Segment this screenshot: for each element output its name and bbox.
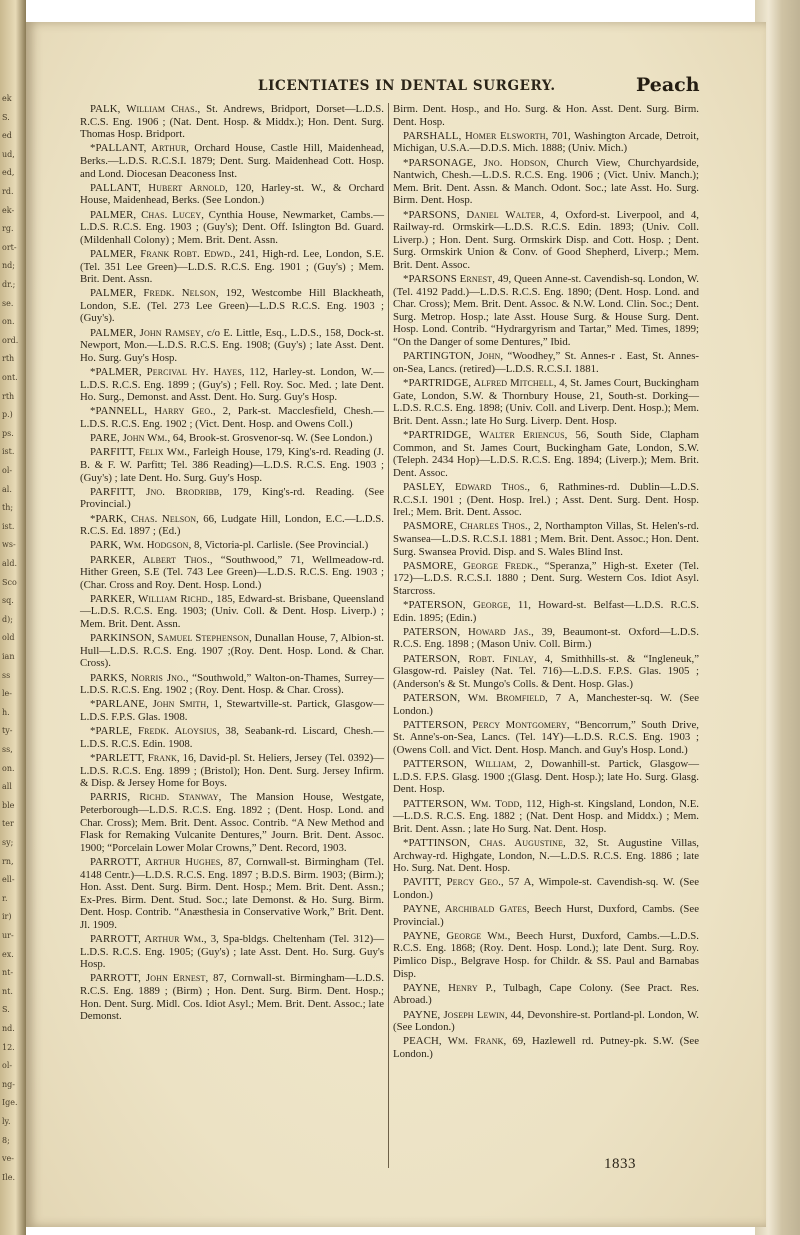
directory-entry [393, 429, 699, 479]
directory-entry [80, 725, 384, 750]
left-page-fragment: nt. [2, 986, 13, 996]
left-page-fragment: nt- [2, 968, 14, 978]
left-page-fragment: ian [2, 652, 15, 661]
entry-details: , 49, Queen Anne-st. Cavendish-sq. London, W. (Tel. 4192 Padd.)—L.D.S. R.C.S. Eng. 1890; (Dent. Hosp. Lond. and Char. Cross); Mem. Brit. Dent. Assoc. & N.W. Lond. Clin. Soc.; Dent. Surg. Metrop. Hosp.; late Asst. House Surg. & House Surg. Dent. Hosp. Lond. Contrib. “Hydrargyrism and Tartar,” Med. Times, 1899; “On the Danger of some Dentures,” Ibid. [393, 273, 699, 349]
left-page-fragment: sq. [2, 596, 14, 606]
directory-entry [80, 933, 384, 971]
entry-name: PARK, Wm. Hodgson [90, 539, 189, 552]
entry-details: , Orchard House, Castle Hill, Maidenhead, Berks.—L.D.S. R.C.S.I. 1879; Dent. Surg. Maidenhead Cott. Hosp. and Lond. Diocesan Deaconess Inst. [80, 142, 384, 180]
entry-details: , 11, Howard-st. Belfast—L.D.S. R.C.S. Edin. 1895; (Edin.) [393, 599, 699, 624]
entry-details: , Beech Hurst, Duxford, Cambs.—L.D.S. R.C.S. Eng. 1868; (Roy. Dent. Hosp. Lond.); late Dent. Surg. Roy. Pimlico Disp., Belgrave Hosp. for Childr. & SS. Paul and Barnabas Disp. [393, 929, 699, 980]
directory-entry [80, 432, 384, 445]
entry-name: *PARSONAGE, Jno. Hodson [403, 156, 547, 169]
left-page-fragment: le- [2, 689, 12, 699]
entry-details: , Tulbagh, Cape Colony. (See Pract. Res. Abroad.) [393, 981, 699, 1007]
left-page-fragment: rth [2, 354, 15, 364]
directory-entry [393, 1035, 699, 1060]
entry-name: PATERSON, Howard Jas. [403, 625, 532, 638]
entry-name: PALMER, Fredk. Nelson [90, 287, 216, 300]
left-page-fragment: ir) [2, 912, 12, 922]
entry-details: , 4, Oxford-st. Liverpool, and 4, Railway-rd. Ormskirk—L.D.S. R.C.S. Edin. 1893; (Univ. Coll. Liverp.) ; Hon. Dent. Surg. Ormskirk Disp. and Cott. Hosp. ; Dent. Surg. Ormskirk Union & Conv. of Good Shepherd, Liverp.; Mem. Brit. Dent. Assoc. [393, 208, 699, 271]
entry-name: PARKINSON, Samuel Stephenson [90, 632, 250, 645]
directory-entry [80, 752, 384, 790]
directory-entry [393, 209, 699, 272]
left-page-fragment: ly. [2, 1117, 11, 1126]
entry-name: PATERSON, Robt. Finlay [403, 652, 534, 665]
entry-name: PARKER, Albert Thos. [90, 553, 210, 566]
entry-details: , Dunallan House, 7, Albion-st. Hull—L.D.S. R.C.S. Eng. 1907 ;(Roy. Dent. Hosp. Lond. & Char. Cross). [80, 632, 384, 670]
entry-details: , 16, David-pl. St. Heliers, Jersey (Tel. 0392)—L.D.S. R.C.S. Eng. 1899 ; (Bristol); Hon. Dent. Surg. Jersey Infirm. & Disp. & Jersey Home for Boys. [80, 751, 385, 790]
right-column [393, 103, 699, 1062]
entry-details: , Farleigh House, 179, King's-rd. Reading (J. B. & F. W. Parfitt; Tel. 386 Reading)—L.D.S. R.C.S. Eng. 1903 ; (Guy's) ; late Dent. Ho. Surg. Guy's Hosp. [80, 446, 384, 484]
entry-details: , 2, Dowanhill-st. Partick, Glasgow—L.D.S. F.P.S. Glasg. 1900 ;(Glasg. Dent. Hosp.); late Ho. Surg. Glasg. Dent. Hosp. [393, 758, 699, 796]
directory-entry [393, 103, 699, 128]
left-page-fragment: all [2, 782, 12, 792]
directory-entry [80, 593, 384, 631]
entry-name: PARFITT, Jno. Brodribb [90, 485, 220, 498]
entry-details: , 192, Westcombe Hill Blackheath, London, S.E. (Tel. 273 Lee Green)—L.D.S R.C.S. Eng. 1903 ; (Guy's). [80, 287, 384, 325]
entry-details: Birm. Dent. Hosp., and Ho. Surg. & Hon. Asst. Dent. Surg. Birm. Dent. Hosp. [393, 103, 699, 128]
directory-entry [80, 554, 384, 592]
entry-name: PARE, John Wm. [90, 432, 168, 445]
left-page-fragment: ed, [2, 168, 15, 178]
directory-entry [393, 837, 699, 875]
directory-entry [80, 972, 384, 1022]
left-page-fragment: ur- [2, 931, 14, 940]
left-page-fragment: on. [2, 763, 15, 773]
left-page-fragment: ek [2, 94, 12, 103]
entry-name: PALMER, Frank Robt. Edwd. [90, 247, 233, 260]
left-page-fragment: ont. [2, 373, 18, 382]
directory-entry [80, 856, 384, 932]
left-page-fragment: ter [2, 819, 14, 829]
entry-details: , 4, St. James Court, Buckingham Gate, London, S.W. & Thornbury House, 21, South-st. Dorking—L.D.S. R.C.S. Eng. 1898; (Univ. Coll. and Liverp. Dent. Hosp.); Mem. Brit. Dent. Assn.; late Ho Surg. Liverp. Dent. Hosp. [393, 377, 699, 427]
entry-name: PARROTT, Arthur Wm. [90, 933, 204, 946]
directory-entry [393, 982, 699, 1007]
entry-name: PARKS, Norris Jno. [90, 671, 186, 684]
entry-name: PARROTT, John Ernest [90, 972, 206, 985]
entry-details: , 38, Seabank-rd. Liscard, Chesh.—L.D.S. R.C.S. Edin. 1908. [80, 725, 385, 750]
entry-name: PATERSON, Wm. Bromfield [403, 692, 546, 705]
directory-entry [80, 632, 384, 670]
entry-details: , “Speranza,” High-st. Exeter (Tel. 172)—L.D.S. R.C.S.I. 1880 ; Dent. Surg. Western Cos. Idiot Asyl. Starcross. [393, 559, 699, 597]
left-page-fragment: ps. [2, 428, 14, 438]
left-page-fragment: ty- [2, 726, 13, 736]
entry-details: , 44, Devonshire-st. Portland-pl. London, W. (See London.) [393, 1008, 699, 1034]
left-page-fragment: d); [2, 614, 13, 624]
entry-name: PARFITT, Felix Wm. [90, 446, 188, 459]
entry-name: PARTINGTON, John [403, 350, 501, 363]
entry-name: PARKER, William Richd. [90, 592, 211, 605]
entry-details: , 179, King's-rd. Reading. (See Provincial.) [80, 485, 384, 511]
left-column [80, 103, 384, 1024]
directory-entry [393, 520, 699, 558]
directory-entry [393, 798, 699, 836]
left-page-fragment: Ile. [2, 1172, 15, 1182]
left-page-fragment: p.) [2, 410, 13, 420]
left-page-edge [0, 0, 26, 1235]
directory-entry [80, 248, 384, 286]
entry-name: *PARLANE, John Smith [90, 698, 207, 711]
left-page-fragment: ve- [2, 1154, 14, 1164]
directory-entry [393, 653, 699, 691]
entry-details: , 87, Cornwall-st. Birmingham (Tel. 4148 Centr.)—L.D.S. R.C.S. Eng. 1897 ; B.D.S. Birm. 1903; (Birm.); Hon. Asst. Dent. Surg. Birm. Dent. Hosp.; Mem. Brit. Dent. Assn.; Ex-Pres. Birm. Dent. Stud. Soc.; late Demonst. & Ho. Surg. Birm. Dent. Hosp. Contrib. “Anæsthesia in Conservative Work,” Brit. Dent. Jl. 1909. [80, 855, 385, 931]
entry-details: , 69, Hazlewell rd. Putney-pk. S.W. (See London.) [393, 1035, 699, 1060]
directory-entry [80, 446, 384, 484]
entry-details: , 64, Brook-st. Grosvenor-sq. W. (See London.) [167, 432, 373, 445]
entry-name: PARRIS, Richd. Stanway [90, 791, 219, 804]
left-page-fragment: rd. [2, 187, 14, 196]
entry-name: *PANNELL, Harry Geo. [90, 405, 214, 418]
directory-entry [80, 513, 384, 538]
directory-entry [80, 405, 384, 430]
left-page-fragment: ss, [2, 745, 13, 754]
entry-name: *PALMER, Percival Hy. Hayes [90, 366, 242, 379]
directory-entry [80, 103, 384, 141]
left-page-fragment: se. [2, 298, 14, 308]
entry-details: , Church View, Churchyardside, Nantwich, Chesh.—L.D.S. R.C.S. Eng. 1906 ; (Vict. Univ. Manch.); Mem. Brit. Dent. Assn. & Manch. Odont. Soc.; late Asst. Ho. Surg. Birm. Dent. Hosp. [393, 156, 699, 207]
running-head: LICENTIATES IN DENTAL SURGERY. [258, 78, 556, 94]
entry-details: , “Bencorrum,” South Drive, St. Anne's-on-Sea, Lancs. (Tel. 14Y)—L.D.S. R.C.S. Eng. 1903 ; (Owens Coll. and Vict. Dent. Hosp. Manch. and Guy's Hosp. Lond.) [393, 718, 699, 756]
entry-name: PASMORE, Charles Thos. [403, 520, 528, 533]
directory-entry [80, 209, 384, 247]
directory-entry [80, 182, 384, 207]
left-page-fragment: al. [2, 484, 12, 494]
left-page-fragment: S. [2, 112, 10, 122]
directory-entry [80, 327, 384, 365]
left-page-fragment: ort- [2, 242, 17, 252]
directory-entry [393, 903, 699, 928]
left-page-fragment: rg. [2, 224, 14, 234]
left-page-fragment: ex. [2, 949, 14, 959]
entry-name: PARROTT, Arthur Hughes [90, 855, 221, 868]
directory-entry [393, 876, 699, 901]
left-page-fragment: ist. [2, 521, 15, 531]
directory-entry [393, 692, 699, 717]
left-page-fragment: sy; [2, 838, 14, 847]
entry-details: , 2, Northampton Villas, St. Helen's-rd. Swansea—L.D.S. R.C.S.I. 1881 ; Mem. Brit. Dent. Assoc.; Hon. Dent. Surg. Swansea Provid. Disp. and S. Wales Blind Inst. [393, 520, 699, 558]
directory-entry [393, 599, 699, 624]
directory-entry [393, 626, 699, 651]
left-page-fragment: Sco [2, 577, 17, 587]
entry-name: PAYNE, Henry P. [403, 981, 494, 994]
entry-details: , 4, Smithhills-st. & “Ingleneuk,” Glasgow-rd. Paisley (Nat. Tel. 716)—L.D.S. F.P.S. Glas. 1905 ; (Anderson's & St. Mungo's Colls. & Dent. Hosp. Glas.) [393, 652, 699, 690]
entry-name: PALLANT, Hubert Arnold [90, 181, 226, 194]
left-page-fragment: ald. [2, 559, 17, 568]
directory-entry [393, 273, 699, 349]
entry-details: , 32, St. Augustine Villas, Archway-rd. Highgate, London, N.—L.D.S. R.C.S. Eng. 1886 ; late Ho. Surg. Nat. Dent. Hosp. [393, 836, 699, 875]
left-page-fragment: rn, [2, 856, 14, 866]
directory-entry [393, 350, 699, 375]
entry-name: PARSHALL, Homer Elsworth [403, 129, 546, 142]
entry-name: *PARLE, Fredk. Aloysius [90, 725, 217, 738]
entry-name: *PARLETT, Frank [90, 751, 177, 764]
entry-details: , c/o E. Little, Esq., L.D.S., 158, Dock-st. Newport, Mon.—L.D.S. R.C.S. Eng. 1908; (Guy's) ; late Asst. Dent. Ho. Surg. Guy's Hosp. [80, 326, 384, 364]
entry-details: , “Woodhey,” St. Annes-r . East, St. Annes-on-Sea, Lancs. (retired)—L.D.S. R.C.S.I. 1881. [393, 350, 699, 375]
page-number: 1833 [604, 1156, 636, 1172]
entry-details: , 120, Harley-st. W., & Orchard House, Maidenhead, Berks. (See London.) [80, 181, 384, 207]
entry-details: , Cynthia House, Newmarket, Cambs.—L.D.S. R.C.S. Eng. 1903 ; (Guy's); Dent. Off. Islington Bd. Guard. (Mildenhall Colony) ; Mem. Brit. Dent. Assn. [80, 208, 385, 246]
directory-entry [80, 539, 384, 552]
left-page-fragment: ek- [2, 205, 15, 215]
entry-name: PAYNE, Archibald Gates [403, 903, 527, 916]
entry-details: , “Southwood,” 71, Wellmeadow-rd. Hither Green, S.E (Tel. 743 Lee Green)—L.D.S. R.C.S. Eng. 1903 ; (Char. Cross and Roy. Dent. Hosp. Lond.) [80, 553, 384, 591]
entry-name: *PARSONS, Daniel Walter [403, 208, 542, 221]
entry-details: , 112, High-st. Kingsland, London, N.E.—L.D.S. R.C.S. Eng. 1882 ; (Nat. Dent Hosp. and Middx.) ; Mem. Brit. Dent. Assn. ; late Ho Surg. Nat. Dent. Hosp. [393, 797, 699, 835]
left-page-fragment: ol- [2, 466, 13, 475]
entry-details: , The Mansion House, Westgate, Peterborough—L.D.S. R.C.S. Eng. 1892 ; (Dent. Hosp. Lond. and Char. Cross); Mem. Brit. Dent. Assoc. Contrib. “A New Method and Flask for Remaking Vulcanite Dentures,” Journ. Brit. Dent. Assoc. 1900; “Porcelain Lower Molar Crowns,” Dent. Record, 1903. [80, 791, 384, 854]
left-page-fragment: ord. [2, 335, 19, 345]
directory-entry [80, 672, 384, 697]
entry-name: *PATERSON, George [403, 599, 508, 612]
left-page-fragment: Ige. [2, 1098, 18, 1108]
directory-entry [80, 791, 384, 854]
entry-details: , 39, Beaumont-st. Oxford—L.D.S. R.C.S. Eng. 1898 ; (Mason Univ. Coll. Birm.) [393, 625, 699, 651]
entry-name: PEACH, Wm. Frank [403, 1035, 504, 1048]
directory-entry [80, 142, 384, 180]
entry-details: , 56, South Side, Clapham Common, and St. James Court, Buckingham Gate, London, S.W. (Teleph. 2434 Hop)—L.D.S. R.C.S. Eng. 1894; (Liverp.); Mem. Brit. Dent. Assoc. [393, 429, 699, 479]
entry-name: PALMER, Chas. Lucey [90, 208, 202, 221]
directory-entry [80, 287, 384, 325]
entry-name: *PARTRIDGE, Walter Eriencus [403, 429, 565, 441]
entry-name: PASLEY, Edward Thos. [403, 480, 528, 493]
left-page-fragment: dr.; [2, 280, 16, 289]
left-page-fragment: ell- [2, 875, 15, 885]
entry-details: , St. Andrews, Bridport, Dorset—L.D.S. R.C.S. Eng. 1906 ; (Nat. Dent. Hosp. & Middx.); Hon. Dent. Surg. Thomas Hosp. Bridport. [80, 103, 384, 141]
directory-entry [393, 377, 699, 427]
directory-entry [80, 366, 384, 404]
left-page-fragment: 12. [2, 1042, 15, 1052]
entry-details: , “Southwold,” Walton-on-Thames, Surrey—L.D.S. R.C.S. Eng. 1902 ; (Roy. Dent. Hosp. & Char. Cross). [80, 671, 384, 697]
left-page-fragment: 8; [2, 1135, 10, 1145]
entry-details: , 7 A, Manchester-sq. W. (See London.) [393, 692, 699, 717]
entry-name: PASMORE, George Fredk. [403, 559, 536, 572]
left-page-fragment: ss [2, 670, 11, 680]
left-page-fragment: nd. [2, 1024, 15, 1033]
entry-details: , 2, Park-st. Macclesfield, Chesh.—L.D.S. R.C.S. Eng. 1902 ; (Vict. Dent. Hosp. and Owens Coll.) [80, 405, 384, 430]
entry-details: , 185, Edward-st. Brisbane, Queensland—L.D.S. R.C.S. Eng. 1903; (Univ. Coll. & Dent. Hosp. Liverp.) ; Mem. Brit. Dent. Assn. [80, 592, 384, 631]
entry-details: , 57 A, Wimpole-st. Cavendish-sq. W. (See London.) [393, 876, 699, 901]
entry-details: , 3, Spa-bldgs. Cheltenham (Tel. 312)—L.D.S. R.C.S. Eng. 1905; (Guy's) ; late Asst. Dent. Ho. Surg. Guy's Hosp. [80, 933, 384, 971]
entry-details: , 1, Stewartville-st. Partick, Glasgow—L.D.S. F.P.S. Glas. 1908. [80, 698, 384, 723]
left-page-fragment: r. [2, 893, 8, 903]
entry-details: , 241, High-rd. Lee, London, S.E. (Tel. 351 Lee Green)—L.D.S. R.C.S. Eng. 1901 ; (Guy's) ; Mem. Brit. Dent. Assn. [80, 247, 384, 286]
entry-details: , 66, Ludgate Hill, London, E.C.—L.D.S. R.C.S. Ed. 1897 ; (Ed.) [80, 512, 384, 538]
entry-details: , 87, Cornwall-st. Birmingham—L.D.S. R.C.S. Eng. 1889 ; (Birm) ; Hon. Dent. Surg. Birm. Dent. Hosp.; Hon. Dent. Surg. Midl. Cos. Idiot Asyl.; Mem. Brit. Dent. Assoc.; late Demonst. [80, 972, 384, 1023]
left-page-fragment: ed [2, 131, 12, 141]
directory-entry [393, 157, 699, 207]
left-page-fragment: nd; [2, 261, 15, 271]
entry-name: *PATTINSON, Chas. Augustine [403, 836, 564, 849]
entry-name: PALMER, John Ramsey [90, 326, 201, 339]
entry-details: , Beech Hurst, Duxford, Cambs. (See Provincial.) [393, 903, 700, 928]
left-page-fragment: ng- [2, 1079, 15, 1089]
entry-details: , 112, Harley-st. London, W.—L.D.S. R.C.S. Eng. 1899 ; (Guy's) ; Fell. Roy. Soc. Med. ; late Dent. Ho. Surg., Demonst. and Asst. Dent. Ho. Surg. Guy's Hosp. [80, 366, 385, 404]
column-rule [388, 103, 389, 1168]
left-page-fragment: old [2, 633, 15, 643]
directory-entry [393, 481, 699, 519]
directory-entry [393, 560, 699, 598]
left-page-fragment: th; [2, 503, 14, 513]
entry-name: PAYNE, Joseph Lewin [403, 1008, 505, 1021]
entry-name: PATTERSON, Wm. Todd [403, 797, 520, 810]
entry-name: PAYNE, George Wm. [403, 929, 508, 942]
left-page-fragment: h. [2, 707, 10, 717]
entry-name: *PARSONS Ernest [403, 273, 493, 286]
directory-entry [393, 1009, 699, 1034]
entry-details: , 8, Victoria-pl. Carlisle. (See Provincial.) [188, 539, 369, 552]
entry-name: *PALLANT, Arthur [90, 142, 187, 155]
directory-entry [393, 130, 699, 155]
entry-name: PALK, William Chas. [90, 103, 198, 115]
left-page-fragment: ble [2, 800, 15, 810]
directory-entry [80, 698, 384, 723]
entry-name: PATTERSON, William [403, 758, 514, 771]
directory-entry [393, 930, 699, 980]
left-page-fragment: ist. [2, 447, 15, 457]
entry-name: *PARTRIDGE, Alfred Mitchell [403, 377, 554, 390]
entry-name: *PARK, Chas. Nelson [90, 512, 197, 525]
entry-name: PATTERSON, Percy Montgomery [403, 718, 567, 731]
left-page-fragment: on. [2, 317, 15, 327]
entry-name: PAVITT, Percy Geo. [403, 876, 501, 889]
left-page-fragment: S. [2, 1005, 10, 1015]
entry-details: , 6, Rathmines-rd. Dublin—L.D.S. R.C.S.I. 1901 ; (Dent. Hosp. Irel.) ; Asst. Dent. Surg. Dent. Hosp. Irel.; Mem. Brit. Dent. Assoc. [393, 480, 699, 519]
catchword: Peach [636, 74, 700, 96]
left-page-fragment: ud, [2, 149, 15, 159]
directory-entry [393, 758, 699, 796]
left-page-fragment: ws- [2, 540, 16, 550]
left-page-fragment: ol- [2, 1061, 13, 1071]
entry-details: , 701, Washington Arcade, Detroit, Michigan, U.S.A.—D.D.S. Mich. 1888; (Univ. Mich.) [393, 129, 699, 155]
directory-entry [80, 486, 384, 511]
left-page-fragment: rth [2, 391, 15, 401]
directory-entry [393, 719, 699, 757]
